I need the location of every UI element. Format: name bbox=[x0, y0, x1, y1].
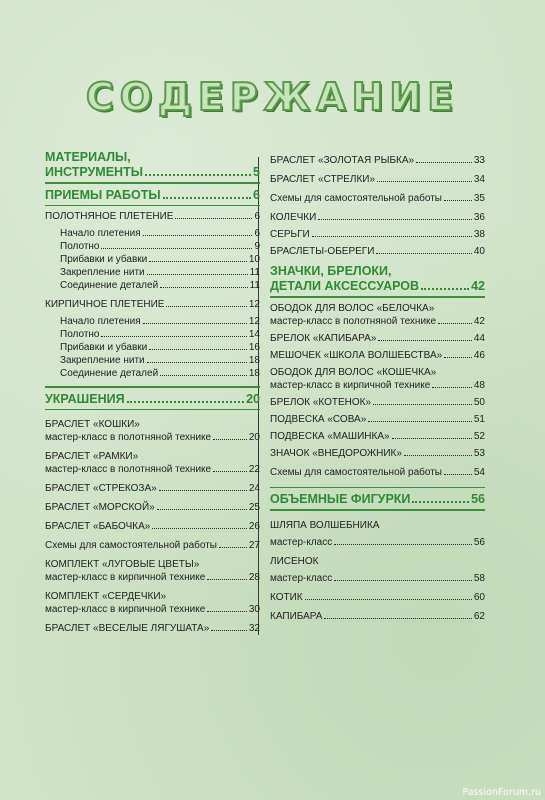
page-number: 42 bbox=[471, 279, 485, 293]
entry-title[interactable]: ОБОДОК ДЛЯ ВОЛОС «КОШЕЧКА» bbox=[270, 366, 437, 378]
toc-subentry[interactable] bbox=[60, 279, 260, 292]
toc-subentry[interactable] bbox=[60, 354, 260, 367]
entry-label: мастер-класс bbox=[270, 572, 333, 584]
toc-entry[interactable] bbox=[270, 536, 485, 549]
dot-leader bbox=[373, 404, 472, 405]
toc-entry[interactable] bbox=[270, 396, 485, 409]
entry-label: мастер-класс в кирпичной технике bbox=[45, 604, 206, 615]
entry-label: ПОДВЕСКА «СОВА» bbox=[270, 413, 367, 425]
section-rule bbox=[45, 182, 260, 184]
entry-label: мастер-класс в полотняной технике bbox=[270, 315, 437, 327]
dot-leader bbox=[127, 401, 245, 403]
page-number: 32 bbox=[248, 623, 260, 634]
toc-entry[interactable] bbox=[270, 228, 485, 241]
page-number: 51 bbox=[473, 413, 485, 425]
entry-label: КАПИБАРА bbox=[270, 610, 323, 622]
entry-label: СЕРЬГИ bbox=[270, 229, 310, 240]
entry-label: Закрепление нити bbox=[60, 355, 145, 366]
entry-label: Полотно bbox=[60, 329, 100, 340]
toc-entry[interactable] bbox=[45, 298, 260, 311]
page-number: 12 bbox=[248, 316, 260, 327]
dot-leader bbox=[160, 287, 247, 288]
page-number: 52 bbox=[473, 430, 485, 442]
dot-leader bbox=[421, 288, 469, 290]
entry-label: Закрепление нити bbox=[60, 267, 145, 278]
dot-leader bbox=[157, 509, 247, 510]
toc-subentry[interactable] bbox=[60, 315, 260, 328]
page-number: 24 bbox=[248, 483, 260, 494]
page-number: 25 bbox=[248, 502, 260, 513]
entry-title[interactable]: ОБОДОК ДЛЯ ВОЛОС «БЕЛОЧКА» bbox=[270, 302, 435, 314]
section-rule bbox=[270, 487, 485, 489]
toc-entry[interactable] bbox=[270, 413, 485, 426]
dot-leader bbox=[334, 580, 472, 581]
toc-entry[interactable] bbox=[45, 571, 260, 584]
entry-label: мастер-класс в полотняной технике bbox=[45, 464, 212, 475]
entry-label: БРАСЛЕТ «ВЕСЕЛЫЕ ЛЯГУШАТА» bbox=[45, 623, 210, 634]
dot-leader bbox=[404, 455, 472, 456]
page-number: 46 bbox=[473, 349, 485, 361]
page-number: 62 bbox=[473, 610, 485, 622]
page-number: 11 bbox=[249, 280, 260, 291]
entry-label: БРЕЛОК «КОТЕНОК» bbox=[270, 396, 372, 408]
page-number: 48 bbox=[473, 379, 485, 391]
entry-title[interactable]: КОМПЛЕКТ «СЕРДЕЧКИ» bbox=[45, 591, 167, 602]
dot-leader bbox=[207, 579, 247, 580]
page-number: 10 bbox=[248, 254, 260, 265]
dot-leader bbox=[147, 274, 248, 275]
toc-right-column bbox=[270, 150, 485, 623]
dot-leader bbox=[147, 362, 247, 363]
entry-label: ПОДВЕСКА «МАШИНКА» bbox=[270, 430, 390, 442]
page-number: 28 bbox=[248, 572, 260, 583]
page-number: 38 bbox=[473, 229, 485, 240]
dot-leader bbox=[324, 618, 471, 619]
dot-leader bbox=[444, 200, 472, 201]
page-number: 20 bbox=[248, 432, 260, 443]
entry-label: Схемы для самостоятельной работы bbox=[270, 193, 442, 204]
section-label: ПРИЕМЫ РАБОТЫ bbox=[45, 187, 161, 202]
page-number: 26 bbox=[248, 521, 260, 532]
page-number: 30 bbox=[248, 604, 260, 615]
dot-leader bbox=[143, 323, 247, 324]
section-materials-line1: МАТЕРИАЛЫ, bbox=[45, 150, 131, 164]
toc-entry[interactable] bbox=[270, 572, 485, 585]
toc-subentry[interactable] bbox=[60, 227, 260, 240]
entry-label: Соединение деталей bbox=[60, 368, 159, 379]
page-number: 20 bbox=[246, 391, 260, 406]
toc-subentry[interactable] bbox=[60, 253, 260, 266]
page-number: 58 bbox=[473, 572, 485, 584]
entry-label: Схемы для самостоятельной работы bbox=[45, 540, 217, 551]
entry-title[interactable]: ЛИСЕНОК bbox=[270, 555, 319, 567]
section-label: ИНСТРУМЕНТЫ bbox=[45, 165, 143, 179]
section-rule bbox=[270, 296, 485, 298]
section-label: ОБЪЕМНЫЕ ФИГУРКИ bbox=[270, 492, 411, 506]
dot-leader bbox=[149, 261, 247, 262]
entry-title[interactable]: КОМПЛЕКТ «ЛУГОВЫЕ ЦВЕТЫ» bbox=[45, 559, 200, 570]
toc-entry[interactable] bbox=[270, 332, 485, 345]
entry-label: КОЛЕЧКИ bbox=[270, 212, 317, 223]
dot-leader bbox=[432, 387, 472, 388]
entry-title[interactable]: БРАСЛЕТ «РАМКИ» bbox=[45, 451, 139, 462]
toc-entry[interactable] bbox=[45, 539, 260, 552]
entry-label: Прибавки и убавки bbox=[60, 254, 148, 265]
dot-leader bbox=[444, 474, 472, 475]
entry-label: КОТИК bbox=[270, 591, 303, 603]
toc-entry[interactable] bbox=[270, 315, 485, 328]
page-number: 18 bbox=[248, 355, 260, 366]
section-rule bbox=[45, 409, 260, 411]
entry-label: мастер-класс в кирпичной технике bbox=[45, 572, 206, 583]
dot-leader bbox=[145, 174, 251, 176]
dot-leader bbox=[160, 375, 247, 376]
dot-leader bbox=[219, 547, 247, 548]
toc-entry[interactable] bbox=[270, 466, 485, 479]
toc-entry[interactable] bbox=[270, 192, 485, 205]
page-number: 6 bbox=[254, 228, 260, 239]
page-number: 60 bbox=[473, 591, 485, 603]
toc-entry[interactable] bbox=[45, 463, 260, 476]
dot-leader bbox=[175, 218, 252, 219]
page-number: 5 bbox=[253, 165, 260, 179]
toc-subentry[interactable] bbox=[60, 266, 260, 279]
toc-entry[interactable] bbox=[45, 622, 260, 635]
toc-entry[interactable] bbox=[270, 591, 485, 604]
toc-section-decor[interactable] bbox=[45, 392, 260, 407]
entry-label: МЕШОЧЕК «ШКОЛА ВОЛШЕБСТВА» bbox=[270, 349, 443, 361]
toc-entry[interactable] bbox=[45, 482, 260, 495]
section-badges-line1: ЗНАЧКИ, БРЕЛОКИ, bbox=[270, 264, 392, 278]
toc-entry[interactable] bbox=[270, 610, 485, 623]
page-number: 12 bbox=[248, 299, 260, 310]
toc-subentry[interactable] bbox=[60, 328, 260, 341]
page-number: 56 bbox=[473, 536, 485, 548]
dot-leader bbox=[213, 439, 247, 440]
entry-label: Полотно bbox=[60, 241, 100, 252]
dot-leader bbox=[152, 528, 247, 529]
toc-entry[interactable] bbox=[270, 447, 485, 460]
page-number: 6 bbox=[254, 211, 260, 222]
page-number: 40 bbox=[473, 246, 485, 257]
entry-label: Начало плетения bbox=[60, 228, 141, 239]
toc-entry[interactable] bbox=[45, 431, 260, 444]
toc-section-techniques[interactable] bbox=[45, 188, 260, 203]
entry-label: БРАСЛЕТ «ЗОЛОТАЯ РЫБКА» bbox=[270, 155, 415, 166]
dot-leader bbox=[207, 611, 247, 612]
dot-leader bbox=[318, 219, 472, 220]
toc-subentry[interactable] bbox=[60, 240, 260, 253]
page-number: 35 bbox=[473, 193, 485, 204]
page-number: 9 bbox=[254, 241, 260, 252]
section-rule bbox=[270, 509, 485, 511]
dot-leader bbox=[163, 197, 251, 199]
page-number: 6 bbox=[253, 187, 260, 202]
section-rule bbox=[45, 205, 260, 207]
page-number: 18 bbox=[248, 368, 260, 379]
page-number: 11 bbox=[249, 267, 260, 278]
dot-leader bbox=[392, 438, 472, 439]
entry-label: Схемы для самостоятельной работы bbox=[270, 466, 442, 478]
toc-entry[interactable] bbox=[270, 349, 485, 362]
page-number: 54 bbox=[473, 466, 485, 478]
page-number: 50 bbox=[473, 396, 485, 408]
entry-label: Прибавки и убавки bbox=[60, 342, 148, 353]
dot-leader bbox=[149, 349, 247, 350]
dot-leader bbox=[312, 236, 472, 237]
dot-leader bbox=[213, 471, 247, 472]
dot-leader bbox=[101, 336, 246, 337]
entry-label: Начало плетения bbox=[60, 316, 141, 327]
dot-leader bbox=[101, 248, 252, 249]
entry-label: мастер-класс bbox=[270, 536, 333, 548]
dot-leader bbox=[334, 544, 472, 545]
page-number: 42 bbox=[473, 315, 485, 327]
toc-entry[interactable] bbox=[270, 379, 485, 392]
toc-entry[interactable] bbox=[270, 154, 485, 167]
toc-entry[interactable] bbox=[45, 210, 260, 223]
dot-leader bbox=[166, 306, 246, 307]
dot-leader bbox=[416, 162, 472, 163]
entry-label: БРАСЛЕТЫ-ОБЕРЕГИ bbox=[270, 246, 375, 257]
toc-entry[interactable] bbox=[270, 430, 485, 443]
page-number: 44 bbox=[473, 332, 485, 344]
dot-leader bbox=[412, 501, 469, 503]
toc-entry[interactable] bbox=[270, 173, 485, 186]
page-number: 56 bbox=[471, 492, 485, 506]
toc-subentry[interactable] bbox=[60, 367, 260, 380]
dot-leader bbox=[444, 357, 472, 358]
entry-label: ЗНАЧОК «ВНЕДОРОЖНИК» bbox=[270, 447, 402, 459]
dot-leader bbox=[159, 490, 247, 491]
toc-entry[interactable] bbox=[270, 211, 485, 224]
toc-subentry[interactable] bbox=[60, 341, 260, 354]
dot-leader bbox=[376, 253, 471, 254]
entry-label: БРАСЛЕТ «СТРЕЛКИ» bbox=[270, 174, 376, 185]
dot-leader bbox=[378, 340, 471, 341]
entry-label: БРАСЛЕТ «МОРСКОЙ» bbox=[45, 502, 155, 513]
entry-label: мастер-класс в полотняной технике bbox=[45, 432, 212, 443]
entry-label: мастер-класс в кирпичной технике bbox=[270, 379, 431, 391]
dot-leader bbox=[377, 181, 472, 182]
toc-section-materials[interactable] bbox=[45, 165, 260, 180]
page-number: 16 bbox=[248, 342, 260, 353]
dot-leader bbox=[211, 630, 247, 631]
page-number: 36 bbox=[473, 212, 485, 223]
toc-left-column bbox=[45, 150, 260, 635]
section-label: УКРАШЕНИЯ bbox=[45, 391, 125, 406]
dot-leader bbox=[143, 235, 253, 236]
watermark: PassionForum.ru bbox=[462, 787, 541, 798]
toc-section-badges[interactable] bbox=[270, 279, 485, 294]
page-number: 33 bbox=[473, 155, 485, 166]
entry-label: ПОЛОТНЯНОЕ ПЛЕТЕНИЕ bbox=[45, 211, 174, 222]
toc-entry[interactable] bbox=[45, 501, 260, 514]
dot-leader bbox=[305, 599, 472, 600]
page-number: 34 bbox=[473, 174, 485, 185]
section-rule bbox=[45, 386, 260, 388]
entry-label: Соединение деталей bbox=[60, 280, 159, 291]
section-label: ДЕТАЛИ АКСЕССУАРОВ bbox=[270, 279, 420, 293]
page-title: СОДЕРЖАНИЕ bbox=[85, 75, 460, 119]
toc-entry[interactable] bbox=[45, 603, 260, 616]
page-number: 27 bbox=[248, 540, 260, 551]
entry-title[interactable]: БРАСЛЕТ «КОШКИ» bbox=[45, 419, 140, 430]
dot-leader bbox=[368, 421, 472, 422]
page-number: 53 bbox=[473, 447, 485, 459]
page-number: 22 bbox=[248, 464, 260, 475]
toc-entry[interactable] bbox=[270, 245, 485, 258]
toc-section-figures[interactable] bbox=[270, 492, 485, 507]
toc-entry[interactable] bbox=[45, 520, 260, 533]
entry-title[interactable]: ШЛЯПА ВОЛШЕБНИКА bbox=[270, 519, 380, 531]
entry-label: КИРПИЧНОЕ ПЛЕТЕНИЕ bbox=[45, 299, 165, 310]
dot-leader bbox=[438, 323, 472, 324]
entry-label: БРЕЛОК «КАПИБАРА» bbox=[270, 332, 377, 344]
page-number: 14 bbox=[248, 329, 260, 340]
entry-label: БРАСЛЕТ «БАБОЧКА» bbox=[45, 521, 151, 532]
entry-label: БРАСЛЕТ «СТРЕКОЗА» bbox=[45, 483, 157, 494]
